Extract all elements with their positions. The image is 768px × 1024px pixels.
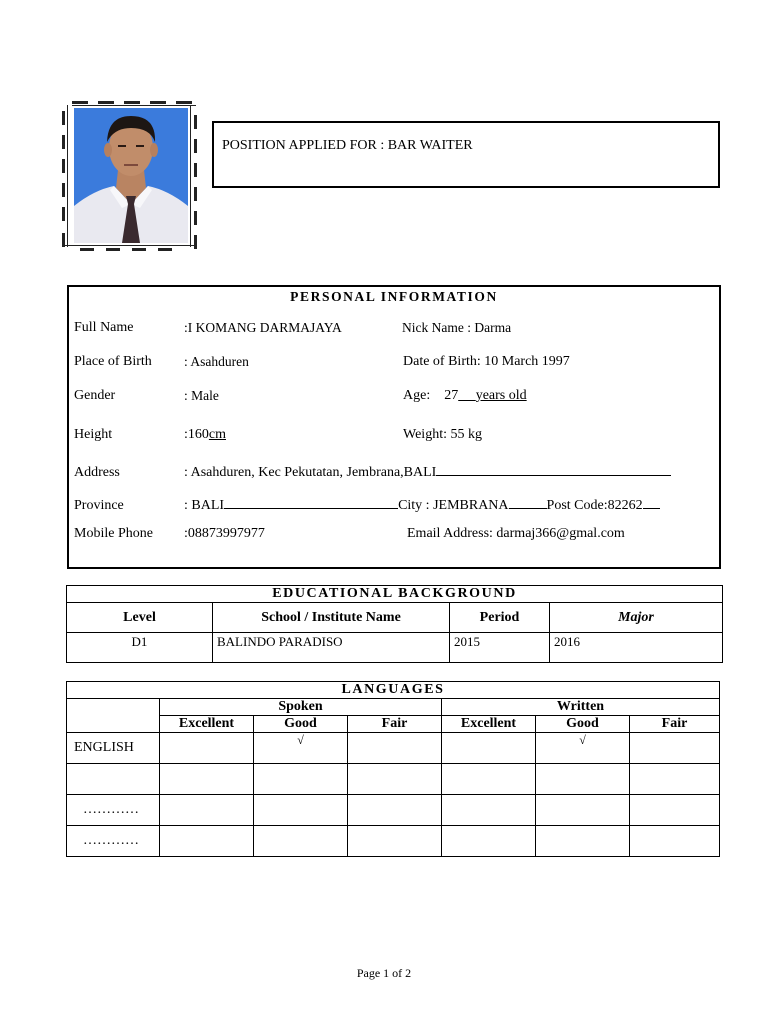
address [184,465,671,481]
profile-photo [74,108,188,243]
language-name: ………… [67,795,160,826]
date-of-birth: Date of Birth: 10 March 1997 [403,354,570,369]
height-unit: cm [208,427,226,442]
height-label: Height [74,427,113,442]
spoken-header: Spoken [160,699,442,716]
address-label: Address [74,465,120,480]
table-row [67,795,720,826]
personal-info-title: PERSONAL INFORMATION [290,289,498,304]
full-name-label: Full Name [74,320,134,335]
province-label: Province [74,498,124,513]
period-cell: 2015 [450,633,550,663]
gender-value: : Male [184,388,219,403]
city: City : JEMBRANA [398,498,509,513]
table-row [67,826,720,857]
age-unit: years old [475,388,527,403]
weight: Weight: 55 kg [403,427,482,442]
table-row [67,764,720,795]
language-name [67,764,160,795]
height [184,427,226,443]
major-header: Major [550,603,723,633]
education-title: EDUCATIONAL BACKGROUND [67,586,723,603]
spoken-fair-header: Fair [348,716,442,733]
position-label: POSITION APPLIED FOR [222,138,377,153]
email: Email Address: darmaj366@gmal.com [407,526,625,541]
languages-title: LANGUAGES [67,682,720,699]
language-blank-header [67,699,160,733]
phone-label: Mobile Phone [74,526,153,541]
height-value: :160 [184,427,209,442]
personal-information-section [67,285,721,569]
gender-label: Gender [74,388,116,403]
post-code: Post Code:82262 [546,498,643,513]
written-excellent-header: Excellent [442,716,536,733]
phone-value: :08873997977 [184,526,265,541]
province-value: : BALI [184,498,225,513]
spoken-excellent-header: Excellent [160,716,254,733]
period-header: Period [450,603,550,633]
photo-frame [62,101,198,252]
written-good-header: Good [536,716,630,733]
age-value: 27 [444,388,459,403]
position-applied [222,138,473,154]
check-mark: √ [254,733,348,764]
table-row [67,733,720,764]
age-label: Age: [403,388,431,403]
written-fair-header: Fair [630,716,720,733]
level-cell: D1 [67,633,213,663]
province-city-post [184,498,660,514]
language-name: ENGLISH [67,733,160,764]
full-name-value: :I KOMANG DARMAJAYA [184,320,342,335]
spoken-good-header: Good [254,716,348,733]
language-name: ………… [67,826,160,857]
nick-name: Nick Name : Darma [402,320,512,335]
position-box [212,121,720,188]
age [403,388,527,404]
check-mark: √ [536,733,630,764]
languages-table [66,681,720,857]
birth-place-value: : Asahduren [184,354,249,369]
page-number: Page 1 of 2 [356,966,412,980]
level-header: Level [67,603,213,633]
education-table [66,585,723,663]
school-header: School / Institute Name [213,603,450,633]
school-cell: BALINDO PARADISO [213,633,450,663]
major-cell: 2016 [550,633,723,663]
position-value: : BAR WAITER [380,138,473,153]
written-header: Written [442,699,720,716]
birth-place-label: Place of Birth [74,354,152,369]
table-row [67,633,723,663]
address-value: : Asahduren, Kec Pekutatan, Jembrana,BALI [184,465,437,480]
